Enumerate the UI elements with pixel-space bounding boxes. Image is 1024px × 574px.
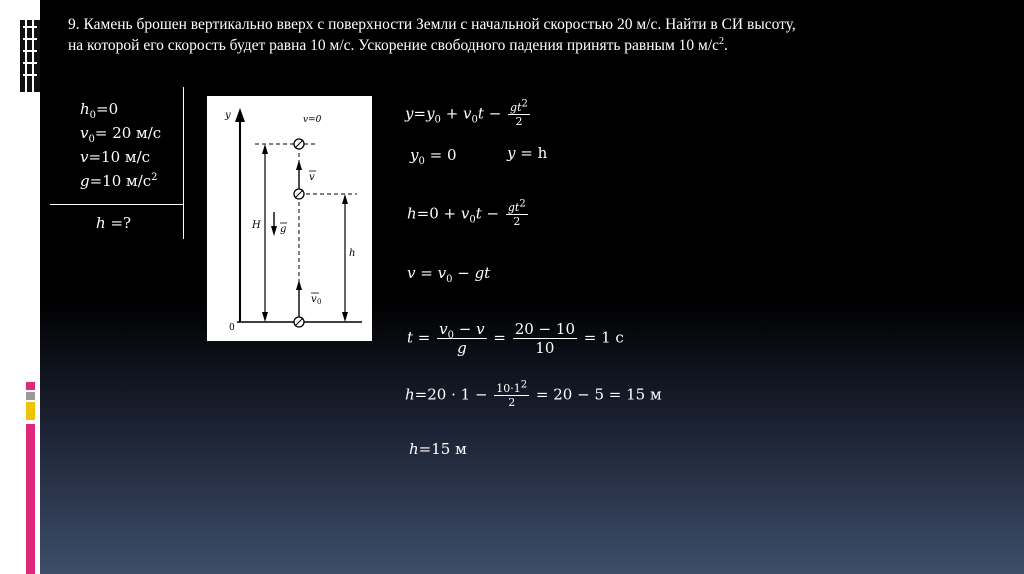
given-v0: $v_0= 20$ м/с — [80, 124, 162, 145]
problem-line-2-text: на которой его скорость будет равна 10 м/с. Ускорение свободного падения принять равным 10 м/с — [68, 37, 720, 54]
given-block — [80, 97, 161, 193]
eq-time: t = $\frac{v_0 - v}{g}$ = $\frac{20 - 10}{10}$ = 1 c — [407, 320, 624, 357]
eq-height-numeric: h=20 · 1 − $\frac{10\cdot 1^2}{2}$ = 20 − 5 = 15 м — [405, 379, 662, 409]
y-axis-label: y — [225, 110, 231, 121]
motion-diagram — [207, 96, 372, 341]
label-H: H — [252, 220, 261, 231]
given-horizontal-divider — [50, 204, 183, 205]
eq-height: $h=0 + v_0t$ − $\frac{gt^2}{2}$ — [407, 198, 526, 228]
problem-statement — [68, 14, 1008, 56]
problem-line-2 — [68, 35, 1008, 56]
label-v: v — [309, 172, 315, 183]
label-g: g — [280, 224, 287, 235]
eq-velocity: $v = v_0$ − gt — [407, 264, 491, 285]
find-h: h =? — [96, 214, 132, 232]
label-v-zero: v=0 — [303, 115, 322, 125]
given-v: v=10 м/с — [80, 148, 151, 166]
given-h0: $h_0=0$ — [80, 100, 119, 121]
given-vertical-divider — [183, 87, 184, 239]
eq-position: $y=y_0 + v_0t$ − $\frac{gt^2}{2}$ — [405, 98, 528, 128]
eq-y0: $y_0 = 0$ — [410, 146, 457, 167]
label-h: h — [349, 248, 356, 259]
deco-yellow-bar — [26, 402, 35, 420]
problem-unit-exponent: 2 — [719, 35, 725, 47]
deco-gray-bar — [26, 392, 35, 400]
deco-pink-bar-long — [26, 424, 35, 574]
label-v0: v — [311, 294, 317, 305]
svg-text:0: 0 — [317, 298, 322, 306]
origin-label: 0 — [229, 323, 235, 333]
eq-y-equals-h: y = h — [507, 144, 548, 162]
deco-pink-bar — [26, 382, 35, 390]
given-g: g=10 $м/с^2$ — [80, 172, 158, 190]
problem-line-1: 9. Камень брошен вертикально вверх с поверхности Земли с начальной скоростью 20 м/с. Найти в СИ высоту, — [68, 16, 796, 33]
answer: h=15 м — [409, 440, 467, 458]
problem-line-2-end: . — [724, 37, 728, 54]
deco-stripes — [20, 20, 40, 92]
